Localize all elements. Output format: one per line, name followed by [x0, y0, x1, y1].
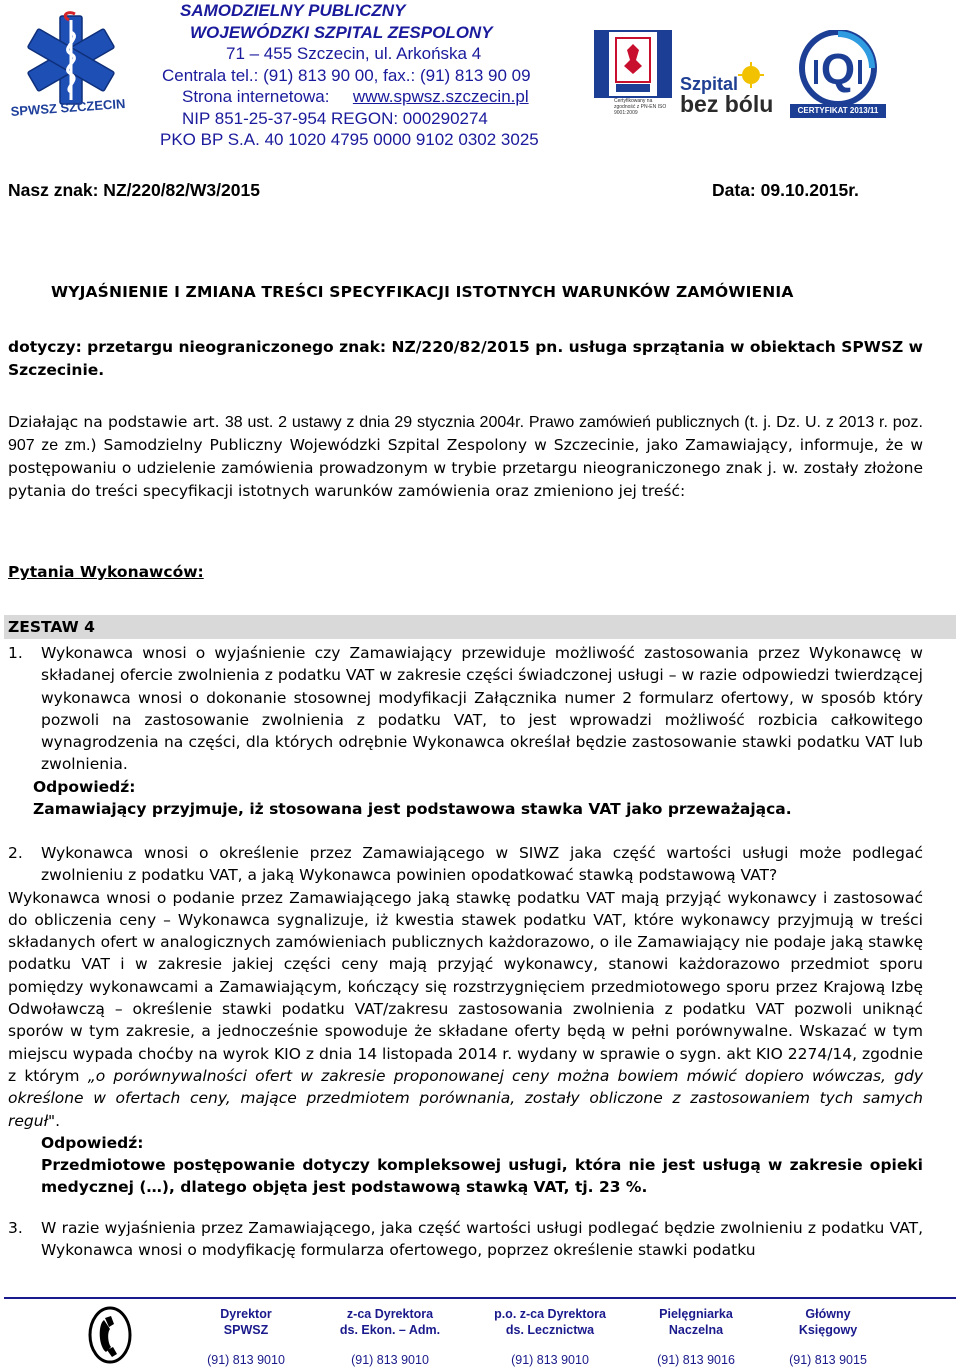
question-number: 1.	[8, 644, 23, 662]
footer-phone: (91) 813 9015	[789, 1353, 867, 1367]
footer-role-sub: ds. Lecznictwa	[505, 1323, 595, 1337]
footer-role: Pielęgniarka	[659, 1307, 733, 1321]
intro-part2: 38 ust.	[224, 414, 279, 431]
intro-part4: ) Samodzielny Publiczny Wojewódzki Szpital Zespolony w Szczecinie, jako Zamawiający, informuje, że w postępowaniu o udzielenie zamówienia prowadzonym w trybie przetargu nieograniczonego znak j. w. zostały złożone pytania do treści specyfikacji istotnych warunków zamówienia oraz zmieniono jej treść:	[8, 436, 923, 500]
answer-text: Przedmiotowe postępowanie dotyczy kompleksowej usługi, która nie jest usługą w zakresie opieki medycznej (…), dlatego objęta jest podstawową stawką VAT, tj. 23 %.	[41, 1156, 923, 1197]
footer-director	[204, 1306, 288, 1367]
sun-icon	[736, 60, 766, 90]
footer-role-sub: Naczelna	[668, 1323, 724, 1337]
question-2	[8, 842, 923, 1199]
nopain-logo-line1: Szpital	[680, 74, 739, 94]
document-title: WYJAŚNIENIE I ZMIANA TREŚCI SPECYFIKACJI ISTOTNYCH WARUNKÓW ZAMÓWIENIA	[51, 283, 794, 301]
answer-text: Zamawiający przyjmuje, iż stosowana jest podstawowa stawka VAT jako przeważająca.	[33, 800, 792, 819]
telephone-icon	[88, 1306, 132, 1364]
question-number: 2.	[8, 844, 23, 862]
hospital-address-block	[160, 0, 590, 151]
footer-role-sub: ds. Ekon. – Adm.	[339, 1323, 441, 1337]
section-heading: Pytania Wykonawców:	[8, 563, 204, 581]
footer-phone: (91) 813 9010	[207, 1353, 285, 1367]
question-continuation-text: Wykonawca wnosi o podanie przez Zamawiającego jaką stawkę podatku VAT mają przyjąć wykonawcy i zastosować do obliczenia ceny – Wykonawca sygnalizuje, iż kwestia stawek podatku VAT, które wykonawcy przyjmują w treści składanych ofert w analogicznych zamówieniach publicznych każdorazowo, o ile Zamawiający nie podaje jaką stawkę podatku VAT i w zakresie jakiej części ceny mają przyjąć wykonawcy, stanowi każdorazowo przedmiot sporu pomiędzy wykonawcami a Zamawiającym, kończący się rozstrzygnięciem przedmiotowego sporu przez Krajową Izbę Odwoławczą – określenie stawki podatku VAT/zakresu zastosowania zwolnienia z podatku VAT pozwoli uniknąć sporów w tym zakresie, a jednocześnie spowoduje że składane oferty będą w pełni porównywalne. Wskazać w tym miejscu wypada choćby na wyrok KIO z dnia 14 listopada 2014 r. wydany w sprawie o sygn. akt KIO 2274/14, zgodnie z którym	[8, 888, 923, 1085]
hospital-name-line1: SAMODZIELNY PUBLICZNY	[180, 1, 406, 20]
question-text: W razie wyjaśnienia przez Zamawiającego, jaka część wartości usługi podlegać będzie zwolnieniu z podatku VAT, Wykonawca wnosi o modyfikację formularza ofertowego, poprzez określenie stawki podatku	[41, 1219, 923, 1260]
question-text: Wykonawca wnosi o wyjaśnienie czy Zamawiający przewiduje możliwość zastosowania przez Wykonawcę w składanej ofercie zwolnienia z podatku VAT w zakresie części świadczonej usługi – w razie odpowiedzi twierdzącej wykonawca wnosi o dokonanie stosownej modyfikacji Załącznika numer 2 formularz ofertowy, w sposób który pozwoli na zastosowanie zwolnienia z podatku VAT, to jest wprowadzi możliwość rozbicia całkowitego wynagrodzenia na części, dla których odrębnie Wykonawca określał będzie zastosowanie stawki podatku VAT lub zwolnienia.	[41, 644, 923, 774]
footer-divider	[4, 1297, 956, 1299]
set-heading: ZESTAW 4	[4, 615, 956, 639]
question-text: Wykonawca wnosi o określenie przez Zamawiającego w SIWZ jaka część wartości usługi może podlegać zwolnieniu z podatku VAT, a jaką Wykonawca powinien opodatkować stawką podstawową VAT?	[41, 844, 923, 885]
question-number: 3.	[8, 1219, 23, 1237]
intro-paragraph	[8, 411, 923, 503]
logo-text: SPWSZ SZCZECIN	[10, 96, 126, 119]
bank-account-line: PKO BP S.A. 40 1020 4795 0000 9102 0302 3025	[160, 130, 539, 149]
website-line	[160, 86, 590, 108]
footer-deputy-econ	[330, 1306, 450, 1367]
footer-role: Dyrektor	[220, 1307, 272, 1321]
footer-phone: (91) 813 9010	[511, 1353, 589, 1367]
footer-role: z-ca Dyrektora	[346, 1307, 434, 1321]
answer-label: Odpowiedź:	[41, 1133, 144, 1152]
intro-part3: 2 ustawy z dnia 29 stycznia 2004r. Prawo zamówień publicznych (t. j. Dz. U. z 2013 r. poz. 907 ze zm.	[8, 414, 924, 454]
cert-caption: Certyfikowany na zgodność z PN-EN ISO 9001:2009	[614, 98, 667, 116]
reference-number: Nasz znak: NZ/220/82/W3/2015	[8, 180, 260, 200]
document-date: Data: 09.10.2015r.	[712, 180, 859, 200]
footer-chief-accountant	[780, 1306, 876, 1367]
phone-line: Centrala tel.: (91) 813 90 00, fax.: (91) 813 90 09	[162, 65, 531, 85]
court-quote: „o porównywalności ofert w zakresie proponowanej ceny można bowiem mówić dopiero wówczas, gdy określone w ofertach ceny, mające przedmiotem porównania, zostały obliczone z zastosowaniem tych samych reguł	[8, 1066, 923, 1130]
intro-part1: Działając na podstawie art.	[8, 413, 225, 431]
footer-head-nurse	[648, 1306, 744, 1367]
footer-role: p.o. z-ca Dyrektora	[494, 1307, 606, 1321]
certificate-badge: CERTYFIKAT 2013/11	[790, 104, 886, 118]
footer-deputy-medical	[480, 1306, 620, 1367]
footer-role: Główny	[805, 1307, 851, 1321]
svg-text:Q: Q	[820, 45, 856, 94]
nip-regon-line: NIP 851-25-37-954 REGON: 000290274	[182, 108, 488, 128]
question-1	[8, 642, 923, 820]
footer-role-sub: Księgowy	[798, 1323, 858, 1337]
footer-phone: (91) 813 9016	[657, 1353, 735, 1367]
court-quote-end: ".	[48, 1111, 61, 1130]
footer-role-sub: SPWSZ	[223, 1323, 269, 1337]
footer-phone: (91) 813 9010	[351, 1353, 429, 1367]
letterhead	[0, 0, 960, 160]
website-label: Strona internetowa:	[182, 87, 330, 106]
nopain-logo-line2: bez bólu	[680, 91, 774, 117]
website-link[interactable]: www.spwsz.szczecin.pl	[352, 87, 529, 106]
address-line: 71 – 455 Szczecin, ul. Arkońska 4	[226, 44, 482, 63]
subject-line: dotyczy: przetargu nieograniczonego znak: NZ/220/82/2015 pn. usługa sprzątania w obiektach SPWSZ w Szczecinie.	[8, 338, 923, 379]
answer-label: Odpowiedź:	[33, 777, 136, 796]
question-continuation	[8, 887, 923, 1132]
hospital-name-line2: WOJEWÓDZKI SZPITAL ZESPOLONY	[190, 22, 493, 42]
question-3	[8, 1217, 923, 1262]
